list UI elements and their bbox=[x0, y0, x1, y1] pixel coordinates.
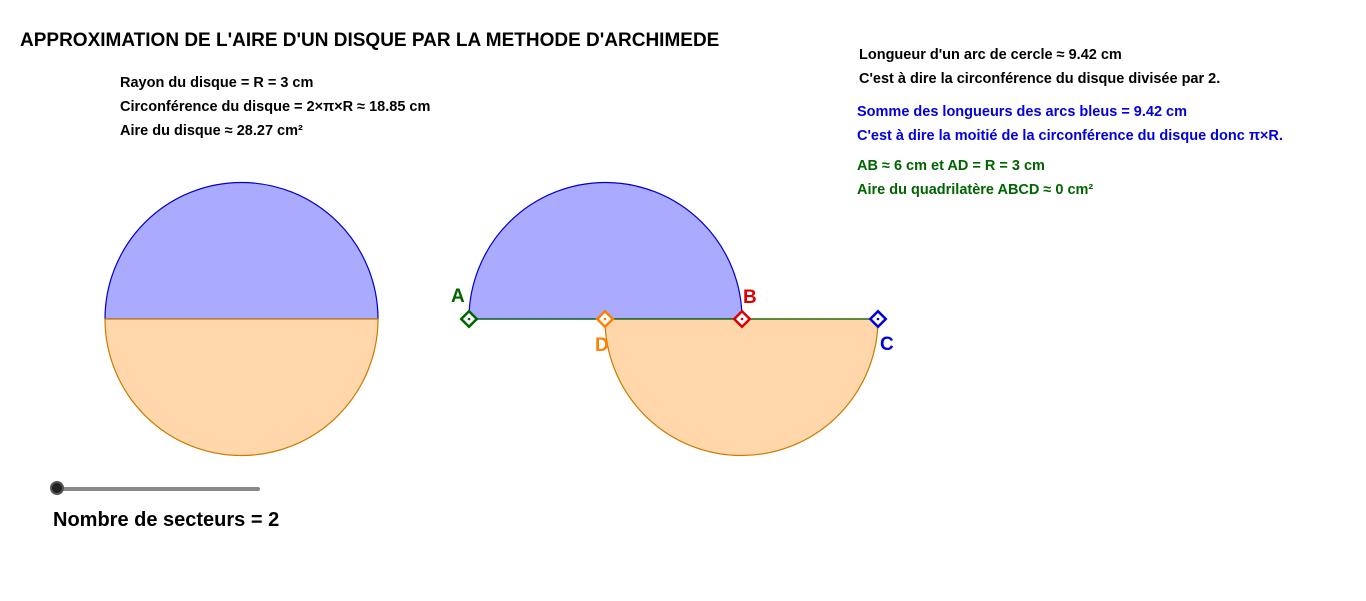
radius-text: Rayon du disque = R = 3 cm bbox=[120, 75, 314, 91]
blue-half-sector bbox=[469, 183, 742, 320]
circumference-text: Circonférence du disque = 2×π×R ≈ 18.85 cm bbox=[120, 99, 431, 115]
page-title: APPROXIMATION DE L'AIRE D'UN DISQUE PAR LA METHODE D'ARCHIMEDE bbox=[20, 30, 720, 51]
sector-count-slider-track[interactable] bbox=[58, 487, 260, 491]
point-a-label: A bbox=[451, 286, 465, 307]
rearranged-sectors bbox=[469, 183, 878, 456]
orange-half-sector bbox=[605, 319, 878, 456]
ab-ad-text: AB ≈ 6 cm et AD = R = 3 cm bbox=[857, 158, 1045, 174]
disk-bottom-sector bbox=[105, 319, 378, 456]
sector-count-slider-knob[interactable] bbox=[50, 481, 64, 495]
sector-count-label: Nombre de secteurs = 2 bbox=[53, 509, 280, 531]
original-disk bbox=[105, 183, 378, 456]
quadrilateral-area-text: Aire du quadrilatère ABCD ≈ 0 cm² bbox=[857, 182, 1094, 198]
arc-explain-text: C'est à dire la circonférence du disque divisée par 2. bbox=[859, 71, 1221, 87]
point-c-label: C bbox=[880, 334, 894, 355]
arc-length-text: Longueur d'un arc de cercle ≈ 9.42 cm bbox=[859, 47, 1122, 63]
point-b-label: B bbox=[743, 287, 757, 308]
point-d-label: D bbox=[595, 335, 609, 356]
blue-arcs-explain-text: C'est à dire la moitié de la circonférence du disque donc π×R. bbox=[857, 128, 1283, 144]
blue-arcs-sum-text: Somme des longueurs des arcs bleus = 9.42 cm bbox=[857, 104, 1188, 120]
disk-area-text: Aire du disque ≈ 28.27 cm² bbox=[120, 123, 303, 139]
disk-top-sector bbox=[105, 183, 378, 320]
